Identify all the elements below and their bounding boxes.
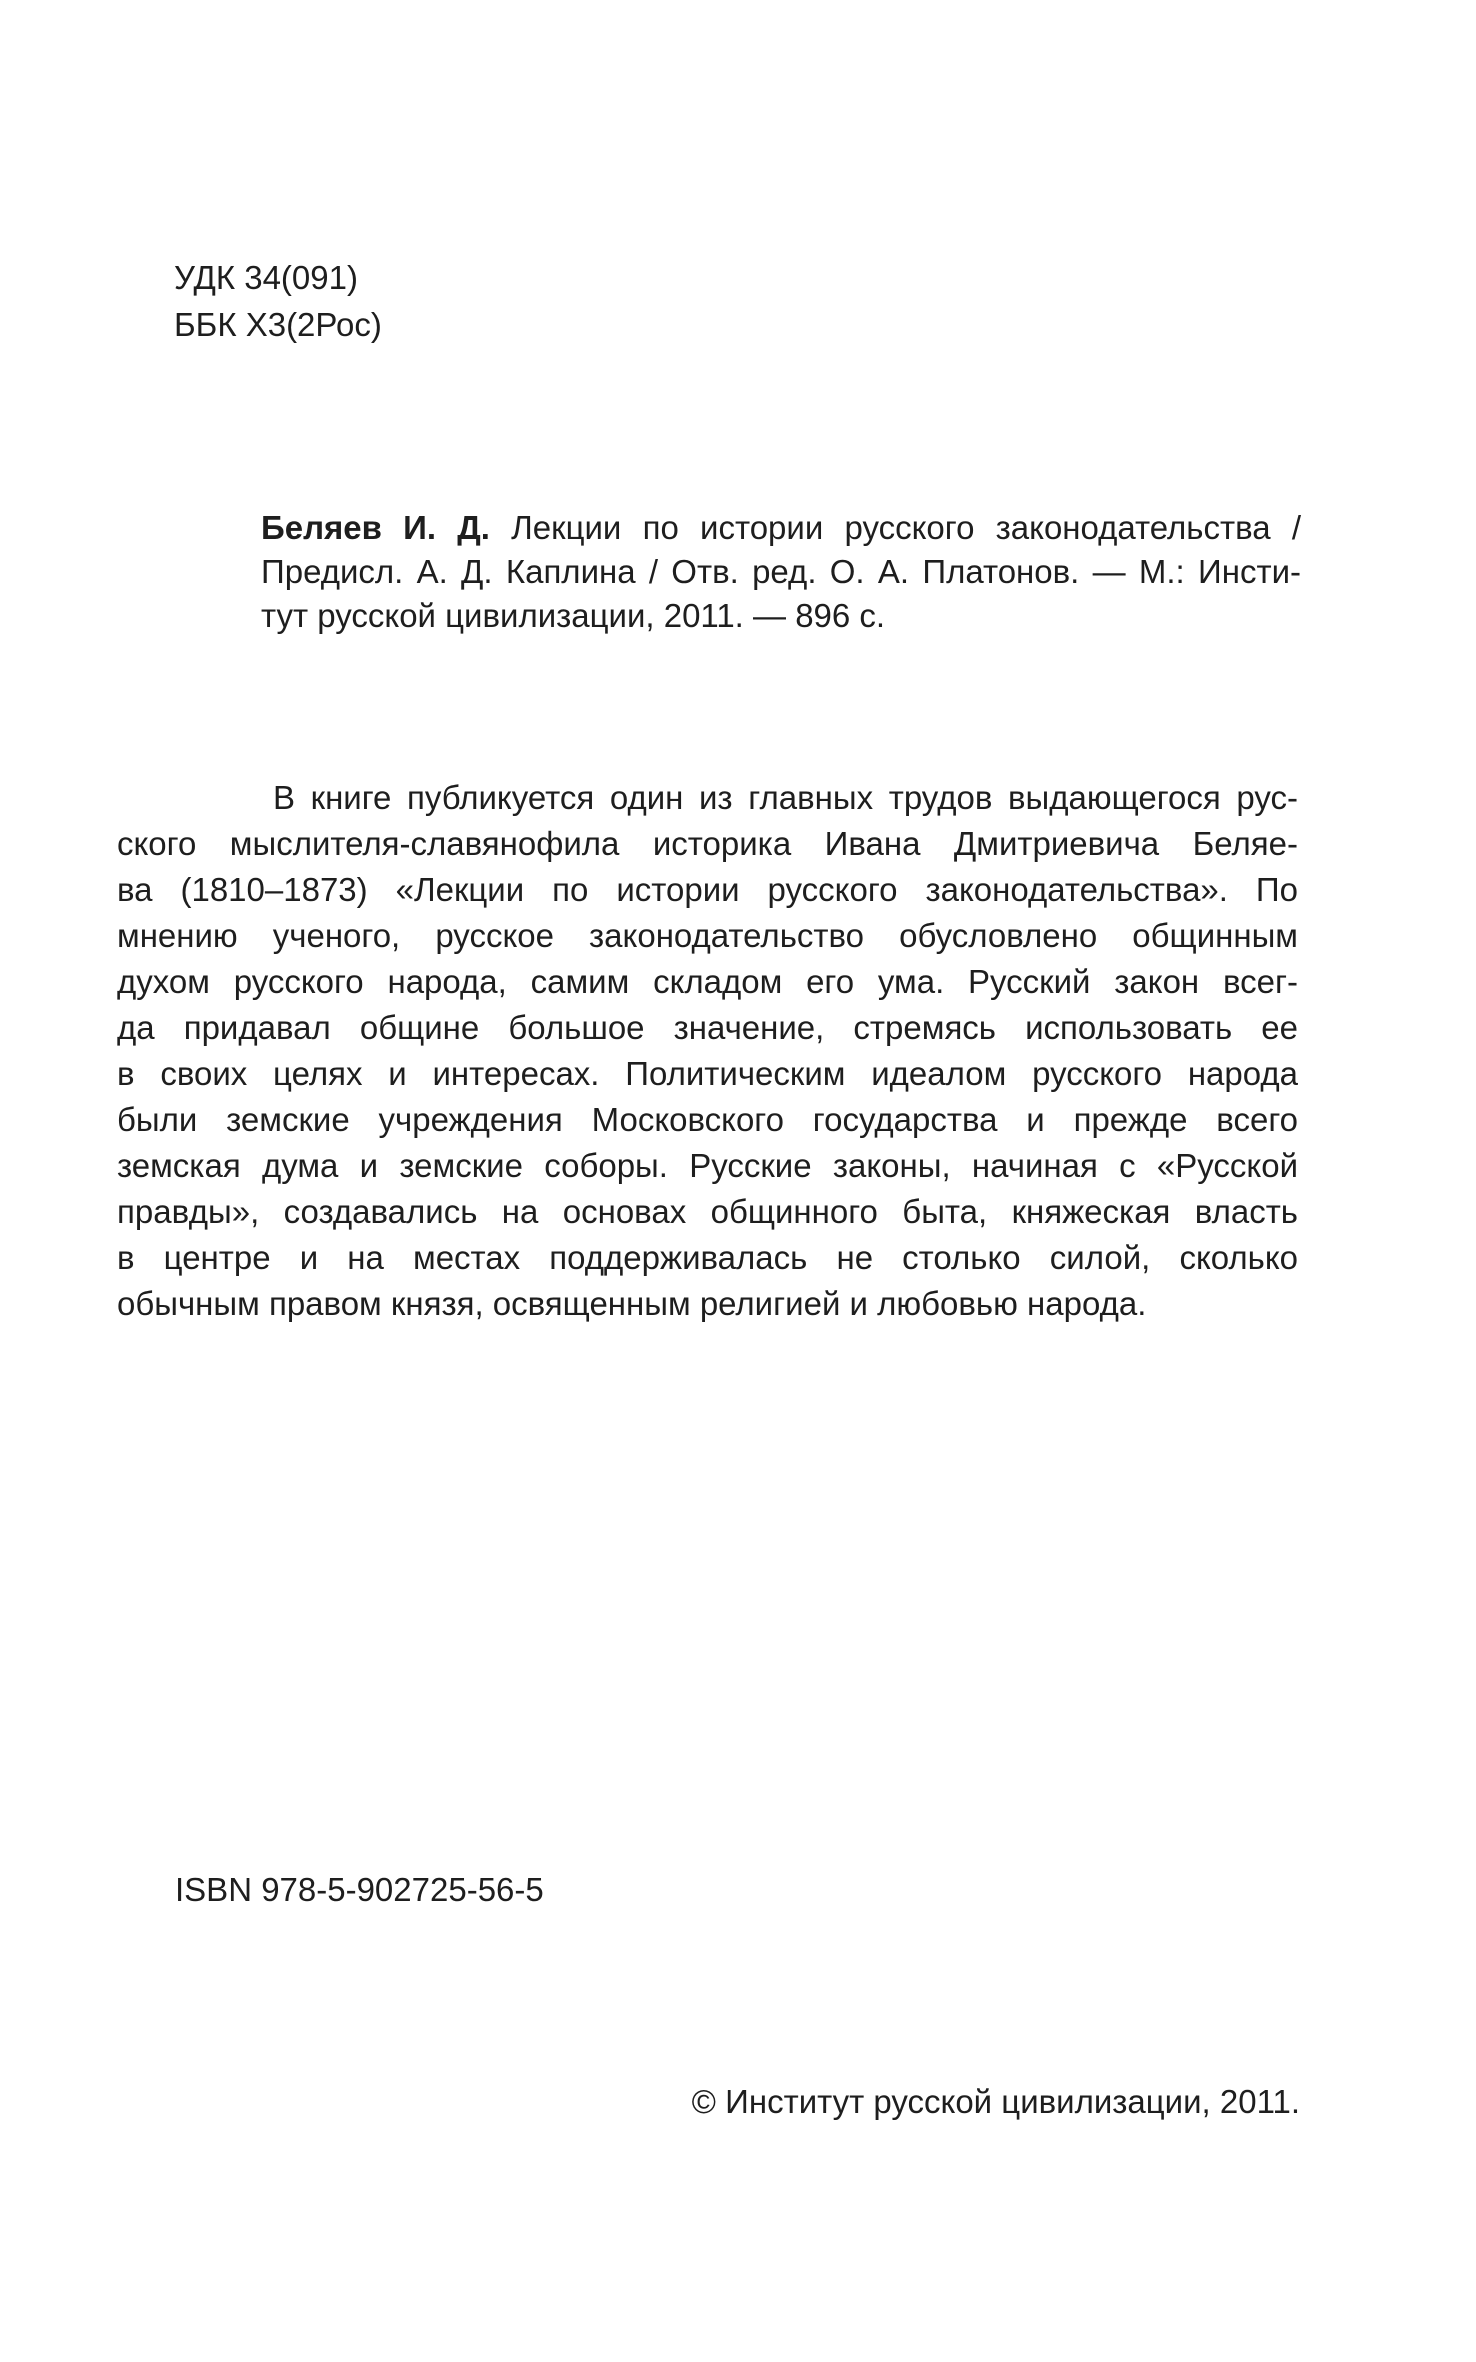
bibliography-title: Лекции по истории русского законодательства / [489, 509, 1301, 546]
annotation-line: в центре и на местах поддерживалась не столько силой, сколько [117, 1239, 1298, 1276]
copyright-notice: © Институт русской цивилизации, 2011. [691, 2083, 1300, 2120]
annotation-line: духом русского народа, самим складом его ума. Русский закон всег- [117, 963, 1298, 1000]
author-name: Беляев И. Д. [261, 509, 490, 546]
annotation-line: правды», создавались на основах общинного быта, княжеская власть [117, 1193, 1298, 1230]
bibliographic-entry [261, 506, 1301, 638]
isbn-number: ISBN 978-5-902725-56-5 [175, 1871, 544, 1908]
bibliography-line-2: Предисл. А. Д. Каплина / Отв. ред. О. А. Платонов. — М.: Инсти- [261, 553, 1301, 590]
annotation-line: в своих целях и интересах. Политическим идеалом русского народа [117, 1055, 1298, 1092]
bbk-number: ББК Х3(2Рос) [174, 306, 382, 343]
annotation-line: были земские учреждения Московского государства и прежде всего [117, 1101, 1298, 1138]
udk-number: УДК 34(091) [174, 259, 358, 296]
bibliography-line-3: тут русской цивилизации, 2011. — 896 с. [261, 597, 886, 634]
annotation-line: земская дума и земские соборы. Русские законы, начиная с «Русской [117, 1147, 1298, 1184]
bibliography-line-1 [261, 506, 1301, 550]
annotation-paragraph [117, 775, 1298, 1327]
annotation-line: В книге публикуется один из главных трудов выдающегося рус- [273, 779, 1298, 816]
annotation-line: да придавал общине большое значение, стремясь использовать ее [117, 1009, 1298, 1046]
annotation-line: обычным правом князя, освященным религией и любовью народа. [117, 1285, 1147, 1322]
annotation-line: ва (1810–1873) «Лекции по истории русского законодательства». По [117, 871, 1298, 908]
classification-block [174, 254, 382, 348]
annotation-line: мнению ученого, русское законодательство обусловлено общинным [117, 917, 1298, 954]
annotation-line: ского мыслителя-славянофила историка Ивана Дмитриевича Беляе- [117, 825, 1298, 862]
